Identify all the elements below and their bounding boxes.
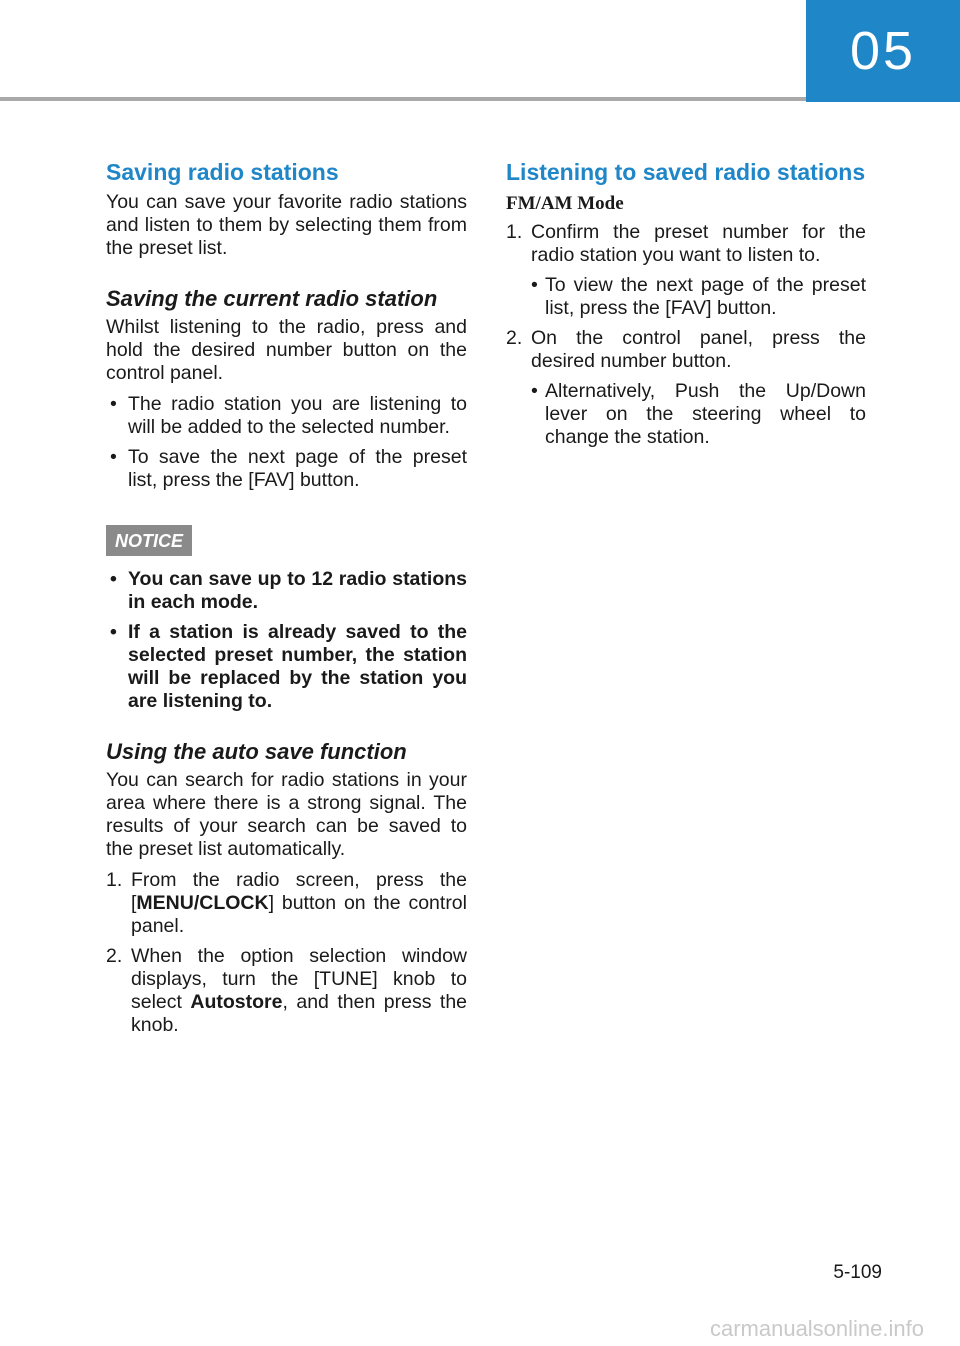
chapter-tab bbox=[806, 0, 960, 102]
list-item-text: To save the next page of the preset list, press the [ bbox=[128, 446, 467, 491]
notice-block bbox=[106, 525, 467, 556]
list-item bbox=[106, 621, 467, 713]
bullet-mark: • bbox=[110, 393, 117, 415]
section-title-saving: Saving radio stations bbox=[106, 159, 339, 185]
sub-list bbox=[531, 274, 866, 320]
list-item-text: From the radio screen, press the [ bbox=[131, 869, 467, 914]
fav-key-label: FAV bbox=[670, 297, 707, 319]
list-item bbox=[531, 380, 866, 449]
bullet-mark: • bbox=[531, 380, 538, 402]
header-rule bbox=[0, 97, 806, 101]
notice-list bbox=[106, 568, 467, 713]
notice-badge: NOTICE bbox=[106, 525, 192, 556]
section-title-listening: Listening to saved radio stations bbox=[506, 159, 866, 185]
bullet-mark: • bbox=[110, 568, 117, 590]
list-item-text: On the control panel, press the desired number button. bbox=[531, 327, 866, 372]
watermark: carmanualsonline.info bbox=[709, 1316, 924, 1341]
save-bullets bbox=[106, 393, 467, 492]
bullet-mark: • bbox=[110, 446, 117, 468]
bullet-mark: • bbox=[531, 274, 538, 296]
step-number: 2. bbox=[506, 327, 523, 349]
right-column bbox=[506, 160, 866, 457]
list-item-text: Alternatively, Push the Up/Down lever on the steering wheel to change the station. bbox=[545, 380, 866, 448]
subsection-title-autosave: Using the auto save function bbox=[106, 739, 407, 764]
list-item bbox=[531, 274, 866, 320]
fav-key-label: FAV bbox=[253, 469, 290, 491]
list-item bbox=[106, 393, 467, 439]
list-item-text: When the option selection window displays, turn the [ bbox=[131, 945, 467, 990]
current-station-paragraph: Whilst listening to the radio, press and hold the desired number button on the control panel. bbox=[106, 316, 467, 384]
autosave-steps bbox=[106, 869, 467, 1037]
bullet-mark: • bbox=[110, 621, 117, 643]
list-item-text: ] button on the control panel. bbox=[131, 892, 467, 937]
left-column bbox=[106, 160, 467, 1045]
menu-clock-key-label: MENU/CLOCK bbox=[136, 892, 269, 914]
subsection-title-current: Saving the current radio station bbox=[106, 286, 438, 311]
intro-paragraph: You can save your favorite radio stations and listen to them by selecting them from the preset list. bbox=[106, 191, 467, 259]
list-item-text: , and then press the knob. bbox=[131, 991, 468, 1036]
tune-key-label: TUNE bbox=[319, 968, 373, 990]
listening-steps bbox=[506, 221, 866, 449]
list-item bbox=[106, 869, 467, 938]
list-item-text: The radio station you are listening to will be added to the selected number. bbox=[128, 393, 467, 438]
list-item-text: ] button. bbox=[289, 469, 360, 491]
mode-title: FM/AM Mode bbox=[506, 193, 624, 214]
list-item bbox=[106, 568, 467, 614]
list-item bbox=[106, 446, 467, 492]
list-item-text: Confirm the preset number for the radio station you want to listen to. bbox=[531, 221, 866, 266]
page-number: 5-109 bbox=[833, 1262, 882, 1283]
autostore-label: Autostore bbox=[190, 991, 283, 1013]
chapter-number: 05 bbox=[849, 21, 917, 81]
list-item-text: ] knob to select bbox=[131, 968, 467, 1013]
autosave-paragraph: You can search for radio stations in your area where there is a strong signal. The results of your search can be saved to the preset list automatically. bbox=[106, 769, 467, 860]
list-item-text: ] button. bbox=[706, 297, 777, 319]
list-item-text: You can save up to 12 radio stations in each mode. bbox=[128, 568, 467, 613]
sub-list bbox=[531, 380, 866, 449]
list-item bbox=[506, 221, 866, 320]
step-number: 1. bbox=[106, 869, 123, 891]
step-number: 1. bbox=[506, 221, 523, 243]
step-number: 2. bbox=[106, 945, 123, 967]
list-item-text: If a station is already saved to the selected preset number, the station will be replaced by the station you are listening to. bbox=[128, 621, 467, 712]
list-item bbox=[106, 945, 467, 1037]
list-item-text: To view the next page of the preset list, press the [ bbox=[545, 274, 866, 319]
list-item bbox=[506, 327, 866, 449]
